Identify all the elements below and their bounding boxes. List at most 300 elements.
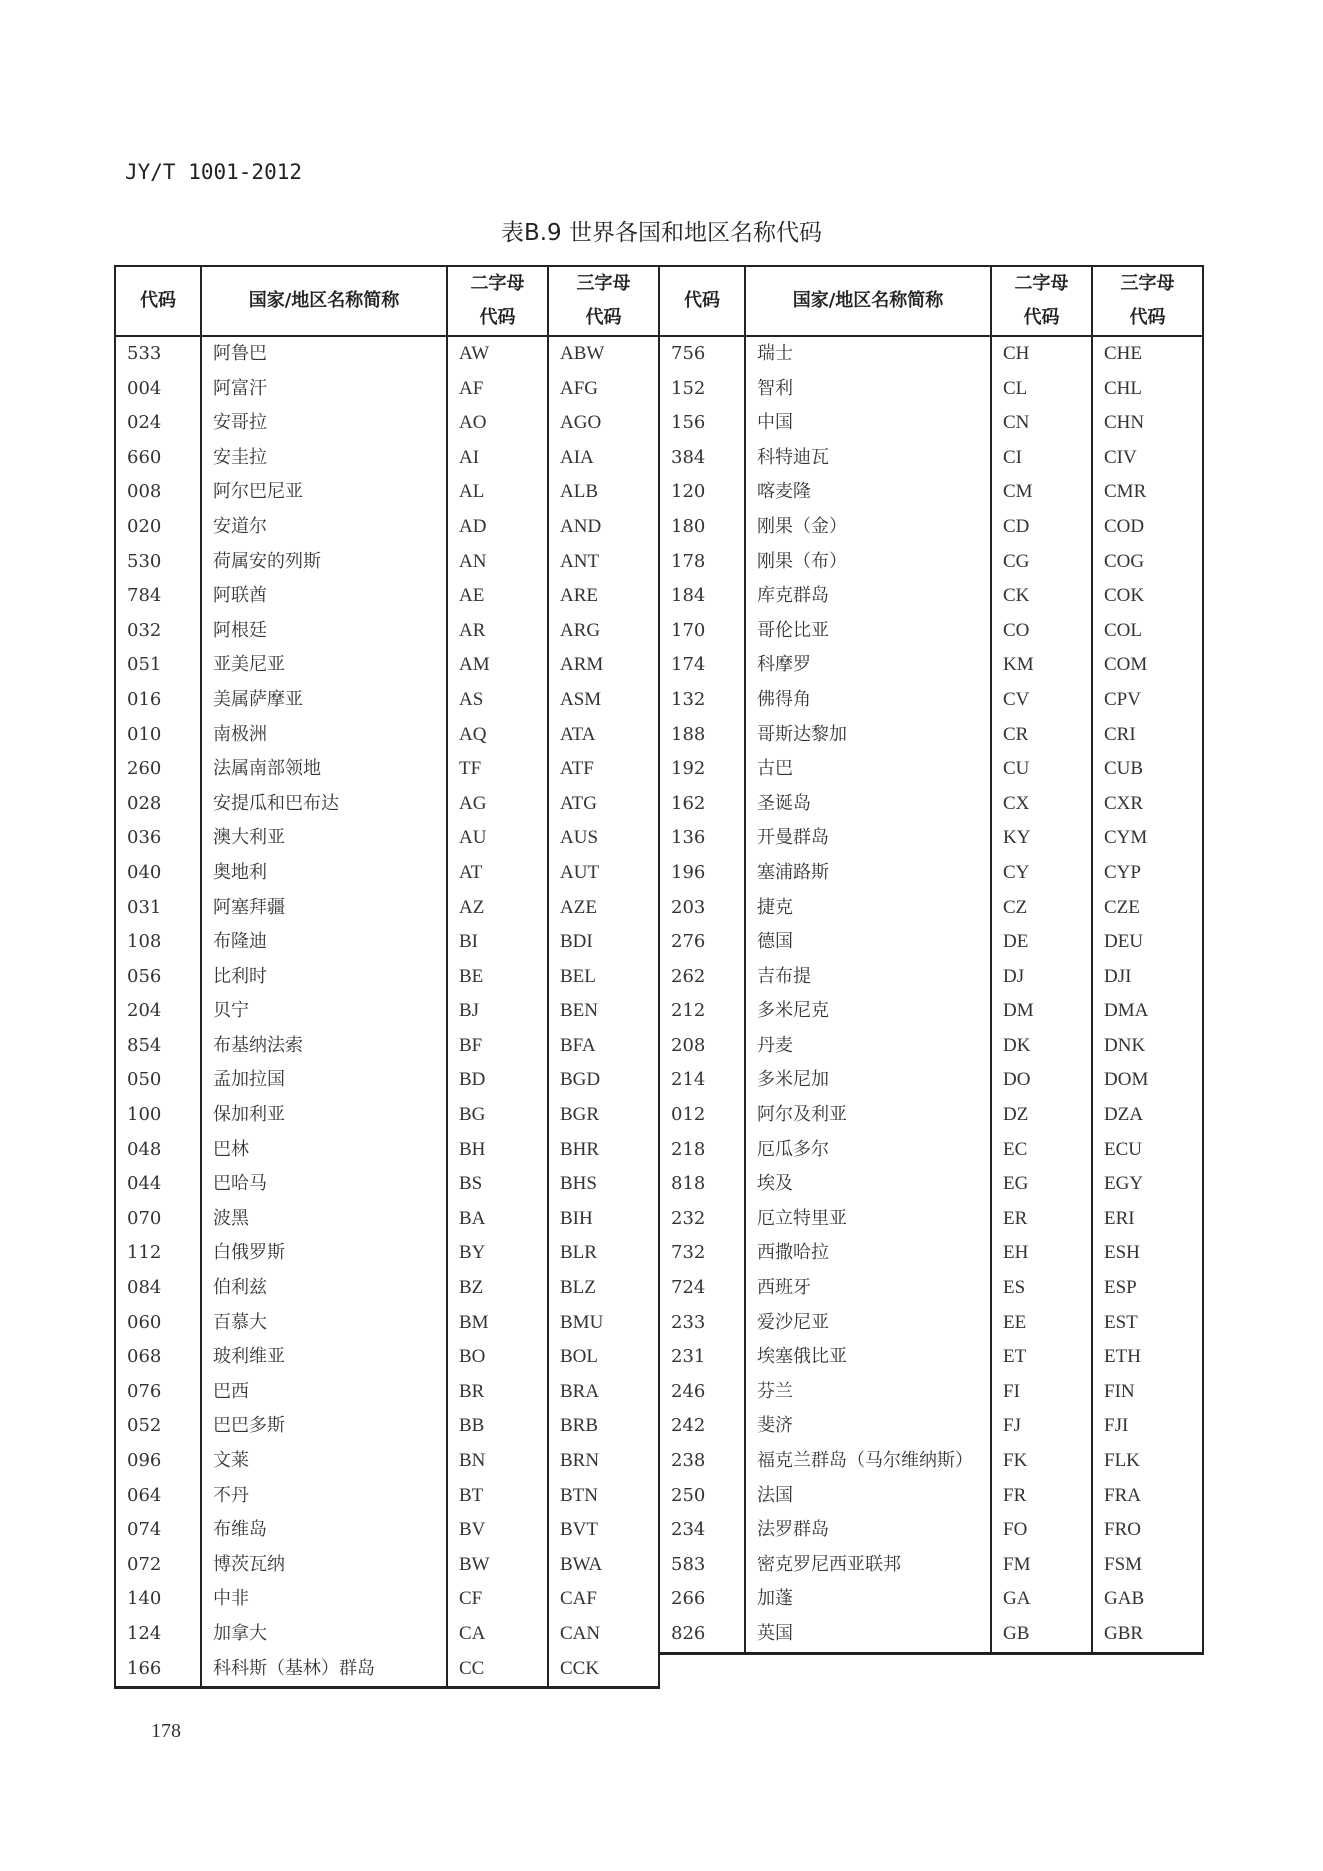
table-row	[659, 1271, 1203, 1306]
alpha2-code-cell: ES	[991, 1271, 1092, 1306]
table-row	[115, 1479, 659, 1514]
table-row	[115, 1409, 659, 1444]
country-name-cell: 伯利兹	[201, 1271, 447, 1306]
country-name-cell: 中国	[745, 406, 991, 441]
alpha3-code-cell: BTN	[548, 1479, 659, 1514]
country-name-cell: 库克群岛	[745, 579, 991, 614]
country-name-cell: 布隆迪	[201, 925, 447, 960]
alpha3-code-cell: CCK	[548, 1652, 659, 1688]
country-name-cell: 瑞士	[745, 336, 991, 372]
alpha3-code-cell: AND	[548, 510, 659, 545]
alpha2-code-cell: AZ	[447, 891, 548, 926]
country-code-cell: 008	[115, 475, 201, 510]
alpha2-code-cell: GA	[991, 1582, 1092, 1617]
alpha3-code-cell: GBR	[1092, 1617, 1203, 1653]
table-row	[659, 718, 1203, 753]
table-row	[659, 406, 1203, 441]
alpha2-code-cell: CD	[991, 510, 1092, 545]
country-code-cell: 231	[659, 1340, 745, 1375]
table-row	[115, 891, 659, 926]
country-code-cell: 076	[115, 1375, 201, 1410]
table-row	[115, 960, 659, 995]
country-code-cell: 214	[659, 1063, 745, 1098]
table-row	[659, 510, 1203, 545]
alpha2-code-cell: AQ	[447, 718, 548, 753]
country-name-cell: 佛得角	[745, 683, 991, 718]
country-name-cell: 加蓬	[745, 1582, 991, 1617]
country-code-cell: 854	[115, 1029, 201, 1064]
table-row	[659, 787, 1203, 822]
alpha2-code-cell: DM	[991, 994, 1092, 1029]
country-name-cell: 科科斯（基林）群岛	[201, 1652, 447, 1688]
country-code-table-right	[658, 265, 1204, 1655]
country-code-cell: 016	[115, 683, 201, 718]
alpha2-code-cell: AU	[447, 821, 548, 856]
alpha2-code-cell: BR	[447, 1375, 548, 1410]
table-row	[659, 475, 1203, 510]
country-name-cell: 保加利亚	[201, 1098, 447, 1133]
table-header-row	[115, 266, 659, 336]
country-code-cell: 818	[659, 1167, 745, 1202]
table-row	[115, 336, 659, 372]
header-alpha2-line2: 代码	[479, 307, 516, 328]
header-alpha3-line2: 代码	[585, 307, 622, 328]
alpha3-code-cell: DOM	[1092, 1063, 1203, 1098]
alpha2-code-cell: AD	[447, 510, 548, 545]
country-code-cell: 178	[659, 545, 745, 580]
alpha3-code-cell: CXR	[1092, 787, 1203, 822]
country-name-cell: 法罗群岛	[745, 1513, 991, 1548]
table-row	[115, 1098, 659, 1133]
country-name-cell: 爱沙尼亚	[745, 1306, 991, 1341]
country-code-cell: 784	[115, 579, 201, 614]
alpha2-code-cell: BW	[447, 1548, 548, 1583]
country-name-cell: 科特迪瓦	[745, 441, 991, 476]
alpha3-code-cell: FIN	[1092, 1375, 1203, 1410]
country-name-cell: 百慕大	[201, 1306, 447, 1341]
table-row	[659, 1582, 1203, 1617]
header-code: 代码	[659, 266, 745, 336]
alpha2-code-cell: CG	[991, 545, 1092, 580]
alpha3-code-cell: ARM	[548, 648, 659, 683]
alpha3-code-cell: BGD	[548, 1063, 659, 1098]
alpha3-code-cell: BFA	[548, 1029, 659, 1064]
alpha2-code-cell: FK	[991, 1444, 1092, 1479]
alpha2-code-cell: EH	[991, 1236, 1092, 1271]
country-name-cell: 阿富汗	[201, 372, 447, 407]
country-code-cell: 064	[115, 1479, 201, 1514]
country-code-cell: 050	[115, 1063, 201, 1098]
table-row	[115, 1133, 659, 1168]
header-alpha2-line1: 二字母	[470, 273, 525, 294]
country-name-cell: 巴林	[201, 1133, 447, 1168]
country-code-cell: 262	[659, 960, 745, 995]
alpha3-code-cell: BHR	[548, 1133, 659, 1168]
country-code-cell: 028	[115, 787, 201, 822]
header-alpha3-line2: 代码	[1129, 307, 1166, 328]
country-code-cell: 180	[659, 510, 745, 545]
country-code-cell: 188	[659, 718, 745, 753]
country-name-cell: 德国	[745, 925, 991, 960]
alpha3-code-cell: COG	[1092, 545, 1203, 580]
table-row	[659, 648, 1203, 683]
country-code-cell: 112	[115, 1236, 201, 1271]
header-alpha2-line2: 代码	[1023, 307, 1060, 328]
alpha3-code-cell: ALB	[548, 475, 659, 510]
alpha3-code-cell: CUB	[1092, 752, 1203, 787]
table-row	[115, 1063, 659, 1098]
country-code-cell: 108	[115, 925, 201, 960]
country-name-cell: 安道尔	[201, 510, 447, 545]
alpha3-code-cell: GAB	[1092, 1582, 1203, 1617]
alpha3-code-cell: EGY	[1092, 1167, 1203, 1202]
alpha2-code-cell: BF	[447, 1029, 548, 1064]
table-row	[659, 683, 1203, 718]
country-code-cell: 070	[115, 1202, 201, 1237]
alpha2-code-cell: GB	[991, 1617, 1092, 1653]
country-name-cell: 白俄罗斯	[201, 1236, 447, 1271]
alpha3-code-cell: FRA	[1092, 1479, 1203, 1514]
country-name-cell: 亚美尼亚	[201, 648, 447, 683]
country-name-cell: 美属萨摩亚	[201, 683, 447, 718]
alpha2-code-cell: BE	[447, 960, 548, 995]
country-name-cell: 加拿大	[201, 1617, 447, 1652]
alpha2-code-cell: BO	[447, 1340, 548, 1375]
table-row	[115, 718, 659, 753]
alpha2-code-cell: BZ	[447, 1271, 548, 1306]
country-code-cell: 162	[659, 787, 745, 822]
table-row	[659, 1133, 1203, 1168]
alpha2-code-cell: KY	[991, 821, 1092, 856]
alpha2-code-cell: BI	[447, 925, 548, 960]
table-row	[115, 1375, 659, 1410]
country-name-cell: 布维岛	[201, 1513, 447, 1548]
alpha2-code-cell: BT	[447, 1479, 548, 1514]
country-code-cell: 260	[115, 752, 201, 787]
country-code-cell: 024	[115, 406, 201, 441]
alpha3-code-cell: ATA	[548, 718, 659, 753]
table-row	[115, 648, 659, 683]
table-row	[115, 683, 659, 718]
country-name-cell: 埃及	[745, 1167, 991, 1202]
table-row	[115, 1548, 659, 1583]
table-row	[659, 1098, 1203, 1133]
table-row	[115, 752, 659, 787]
country-name-cell: 塞浦路斯	[745, 856, 991, 891]
country-code-cell: 100	[115, 1098, 201, 1133]
alpha2-code-cell: BJ	[447, 994, 548, 1029]
alpha3-code-cell: CAN	[548, 1617, 659, 1652]
alpha2-code-cell: DZ	[991, 1098, 1092, 1133]
alpha2-code-cell: FJ	[991, 1409, 1092, 1444]
table-row	[115, 441, 659, 476]
alpha3-code-cell: ARG	[548, 614, 659, 649]
alpha3-code-cell: AUT	[548, 856, 659, 891]
table-row	[659, 1444, 1203, 1479]
alpha3-code-cell: AFG	[548, 372, 659, 407]
alpha2-code-cell: FM	[991, 1548, 1092, 1583]
table-row	[659, 1306, 1203, 1341]
country-name-cell: 孟加拉国	[201, 1063, 447, 1098]
table-row	[115, 475, 659, 510]
alpha2-code-cell: CM	[991, 475, 1092, 510]
country-name-cell: 阿塞拜疆	[201, 891, 447, 926]
country-code-cell: 074	[115, 1513, 201, 1548]
alpha2-code-cell: BV	[447, 1513, 548, 1548]
alpha3-code-cell: DEU	[1092, 925, 1203, 960]
country-name-cell: 吉布提	[745, 960, 991, 995]
country-code-cell: 212	[659, 994, 745, 1029]
country-name-cell: 贝宁	[201, 994, 447, 1029]
country-code-cell: 196	[659, 856, 745, 891]
alpha2-code-cell: AE	[447, 579, 548, 614]
country-code-cell: 084	[115, 1271, 201, 1306]
alpha3-code-cell: ASM	[548, 683, 659, 718]
alpha2-code-cell: FO	[991, 1513, 1092, 1548]
alpha3-code-cell: CRI	[1092, 718, 1203, 753]
table-row	[115, 994, 659, 1029]
country-name-cell: 厄立特里亚	[745, 1202, 991, 1237]
country-code-table-left	[114, 265, 660, 1689]
country-code-cell: 184	[659, 579, 745, 614]
country-name-cell: 博茨瓦纳	[201, 1548, 447, 1583]
table-row	[659, 1202, 1203, 1237]
table-row	[115, 1202, 659, 1237]
alpha2-code-cell: AL	[447, 475, 548, 510]
alpha3-code-cell: BGR	[548, 1098, 659, 1133]
country-name-cell: 喀麦隆	[745, 475, 991, 510]
country-name-cell: 荷属安的列斯	[201, 545, 447, 580]
header-alpha2	[447, 266, 548, 336]
table-row	[115, 614, 659, 649]
country-name-cell: 玻利维亚	[201, 1340, 447, 1375]
table-header-row	[659, 266, 1203, 336]
header-alpha3	[1092, 266, 1203, 336]
country-code-cell: 044	[115, 1167, 201, 1202]
country-name-cell: 多米尼加	[745, 1063, 991, 1098]
country-name-cell: 开曼群岛	[745, 821, 991, 856]
country-code-cell: 051	[115, 648, 201, 683]
alpha3-code-cell: ANT	[548, 545, 659, 580]
alpha2-code-cell: CH	[991, 336, 1092, 372]
alpha3-code-cell: BRB	[548, 1409, 659, 1444]
country-name-cell: 安哥拉	[201, 406, 447, 441]
alpha2-code-cell: AG	[447, 787, 548, 822]
country-name-cell: 阿根廷	[201, 614, 447, 649]
header-alpha3-line1: 三字母	[576, 273, 631, 294]
alpha3-code-cell: AIA	[548, 441, 659, 476]
table-row	[115, 821, 659, 856]
table-row	[115, 1652, 659, 1688]
country-code-cell: 756	[659, 336, 745, 372]
alpha2-code-cell: CF	[447, 1582, 548, 1617]
country-code-cell: 583	[659, 1548, 745, 1583]
alpha2-code-cell: CK	[991, 579, 1092, 614]
country-code-cell: 203	[659, 891, 745, 926]
country-code-cell: 031	[115, 891, 201, 926]
alpha3-code-cell: CPV	[1092, 683, 1203, 718]
alpha2-code-cell: CL	[991, 372, 1092, 407]
country-code-cell: 048	[115, 1133, 201, 1168]
country-code-cell: 060	[115, 1306, 201, 1341]
alpha3-code-cell: CHN	[1092, 406, 1203, 441]
alpha3-code-cell: BLZ	[548, 1271, 659, 1306]
table-row	[659, 1236, 1203, 1271]
table-body	[115, 336, 659, 1688]
alpha3-code-cell: CAF	[548, 1582, 659, 1617]
country-code-cell: 170	[659, 614, 745, 649]
table-row	[659, 1029, 1203, 1064]
country-name-cell: 智利	[745, 372, 991, 407]
alpha3-code-cell: FLK	[1092, 1444, 1203, 1479]
country-code-cell: 056	[115, 960, 201, 995]
alpha3-code-cell: COM	[1092, 648, 1203, 683]
alpha3-code-cell: BEN	[548, 994, 659, 1029]
country-name-cell: 南极洲	[201, 718, 447, 753]
alpha3-code-cell: ATG	[548, 787, 659, 822]
alpha3-code-cell: AZE	[548, 891, 659, 926]
country-name-cell: 巴西	[201, 1375, 447, 1410]
alpha2-code-cell: BH	[447, 1133, 548, 1168]
country-name-cell: 哥斯达黎加	[745, 718, 991, 753]
table-row	[659, 1617, 1203, 1653]
table-row	[115, 1029, 659, 1064]
alpha2-code-cell: DO	[991, 1063, 1092, 1098]
table-row	[659, 1167, 1203, 1202]
table-row	[659, 372, 1203, 407]
country-code-cell: 040	[115, 856, 201, 891]
country-code-cell: 132	[659, 683, 745, 718]
country-code-cell: 276	[659, 925, 745, 960]
alpha2-code-cell: BA	[447, 1202, 548, 1237]
country-code-cell: 010	[115, 718, 201, 753]
table-row	[659, 1340, 1203, 1375]
table-title: 表B.9 世界各国和地区名称代码	[500, 220, 823, 246]
country-code-cell: 152	[659, 372, 745, 407]
table-body	[659, 336, 1203, 1653]
alpha3-code-cell: BWA	[548, 1548, 659, 1583]
alpha2-code-cell: KM	[991, 648, 1092, 683]
country-code-cell: 166	[115, 1652, 201, 1688]
country-name-cell: 安圭拉	[201, 441, 447, 476]
alpha2-code-cell: DK	[991, 1029, 1092, 1064]
alpha2-code-cell: CZ	[991, 891, 1092, 926]
alpha3-code-cell: ARE	[548, 579, 659, 614]
country-name-cell: 安提瓜和巴布达	[201, 787, 447, 822]
country-name-cell: 波黑	[201, 1202, 447, 1237]
table-row	[659, 579, 1203, 614]
country-code-cell: 724	[659, 1271, 745, 1306]
alpha3-code-cell: DZA	[1092, 1098, 1203, 1133]
table-row	[659, 994, 1203, 1029]
table-row	[115, 1167, 659, 1202]
alpha3-code-cell: BVT	[548, 1513, 659, 1548]
table-row	[659, 752, 1203, 787]
table-row	[659, 821, 1203, 856]
alpha2-code-cell: CR	[991, 718, 1092, 753]
table-row	[115, 1582, 659, 1617]
alpha3-code-cell: CYM	[1092, 821, 1203, 856]
alpha3-code-cell: ATF	[548, 752, 659, 787]
country-name-cell: 比利时	[201, 960, 447, 995]
alpha3-code-cell: BDI	[548, 925, 659, 960]
alpha2-code-cell: BN	[447, 1444, 548, 1479]
table-row	[659, 1513, 1203, 1548]
country-code-cell: 036	[115, 821, 201, 856]
alpha2-code-cell: FR	[991, 1479, 1092, 1514]
country-name-cell: 西班牙	[745, 1271, 991, 1306]
header-name: 国家/地区名称简称	[745, 266, 991, 336]
country-name-cell: 阿尔巴尼亚	[201, 475, 447, 510]
table-row	[115, 787, 659, 822]
alpha3-code-cell: CYP	[1092, 856, 1203, 891]
country-code-cell: 232	[659, 1202, 745, 1237]
alpha3-code-cell: ESP	[1092, 1271, 1203, 1306]
table-row	[115, 1236, 659, 1271]
country-name-cell: 布基纳法索	[201, 1029, 447, 1064]
alpha3-code-cell: DMA	[1092, 994, 1203, 1029]
header-name: 国家/地区名称简称	[201, 266, 447, 336]
alpha3-code-cell: BRA	[548, 1375, 659, 1410]
country-code-cell: 826	[659, 1617, 745, 1653]
table-row	[115, 925, 659, 960]
country-code-cell: 530	[115, 545, 201, 580]
alpha3-code-cell: BRN	[548, 1444, 659, 1479]
table-row	[659, 1479, 1203, 1514]
alpha3-code-cell: CMR	[1092, 475, 1203, 510]
alpha2-code-cell: CO	[991, 614, 1092, 649]
country-name-cell: 阿联酋	[201, 579, 447, 614]
country-code-cell: 208	[659, 1029, 745, 1064]
alpha3-code-cell: DJI	[1092, 960, 1203, 995]
alpha2-code-cell: CA	[447, 1617, 548, 1652]
alpha3-code-cell: AUS	[548, 821, 659, 856]
country-code-cell: 136	[659, 821, 745, 856]
header-alpha3	[548, 266, 659, 336]
table-row	[115, 510, 659, 545]
alpha2-code-cell: FI	[991, 1375, 1092, 1410]
country-code-cell: 004	[115, 372, 201, 407]
alpha2-code-cell: AS	[447, 683, 548, 718]
alpha2-code-cell: BB	[447, 1409, 548, 1444]
table-row	[659, 336, 1203, 372]
country-name-cell: 密克罗尼西亚联邦	[745, 1548, 991, 1583]
country-code-cell: 242	[659, 1409, 745, 1444]
alpha3-code-cell: EST	[1092, 1306, 1203, 1341]
alpha3-code-cell: FSM	[1092, 1548, 1203, 1583]
alpha3-code-cell: BIH	[548, 1202, 659, 1237]
alpha2-code-cell: AM	[447, 648, 548, 683]
table-row	[659, 545, 1203, 580]
alpha2-code-cell: ET	[991, 1340, 1092, 1375]
table-row	[659, 1375, 1203, 1410]
alpha2-code-cell: ER	[991, 1202, 1092, 1237]
page-number: 178	[151, 1720, 181, 1742]
country-name-cell: 斐济	[745, 1409, 991, 1444]
country-code-cell: 384	[659, 441, 745, 476]
country-code-cell: 020	[115, 510, 201, 545]
table-row	[115, 1306, 659, 1341]
country-name-cell: 奥地利	[201, 856, 447, 891]
country-code-cell: 533	[115, 336, 201, 372]
alpha3-code-cell: ERI	[1092, 1202, 1203, 1237]
country-name-cell: 中非	[201, 1582, 447, 1617]
country-name-cell: 刚果（布）	[745, 545, 991, 580]
country-code-cell: 120	[659, 475, 745, 510]
alpha3-code-cell: FRO	[1092, 1513, 1203, 1548]
alpha3-code-cell: CHE	[1092, 336, 1203, 372]
country-name-cell: 法国	[745, 1479, 991, 1514]
